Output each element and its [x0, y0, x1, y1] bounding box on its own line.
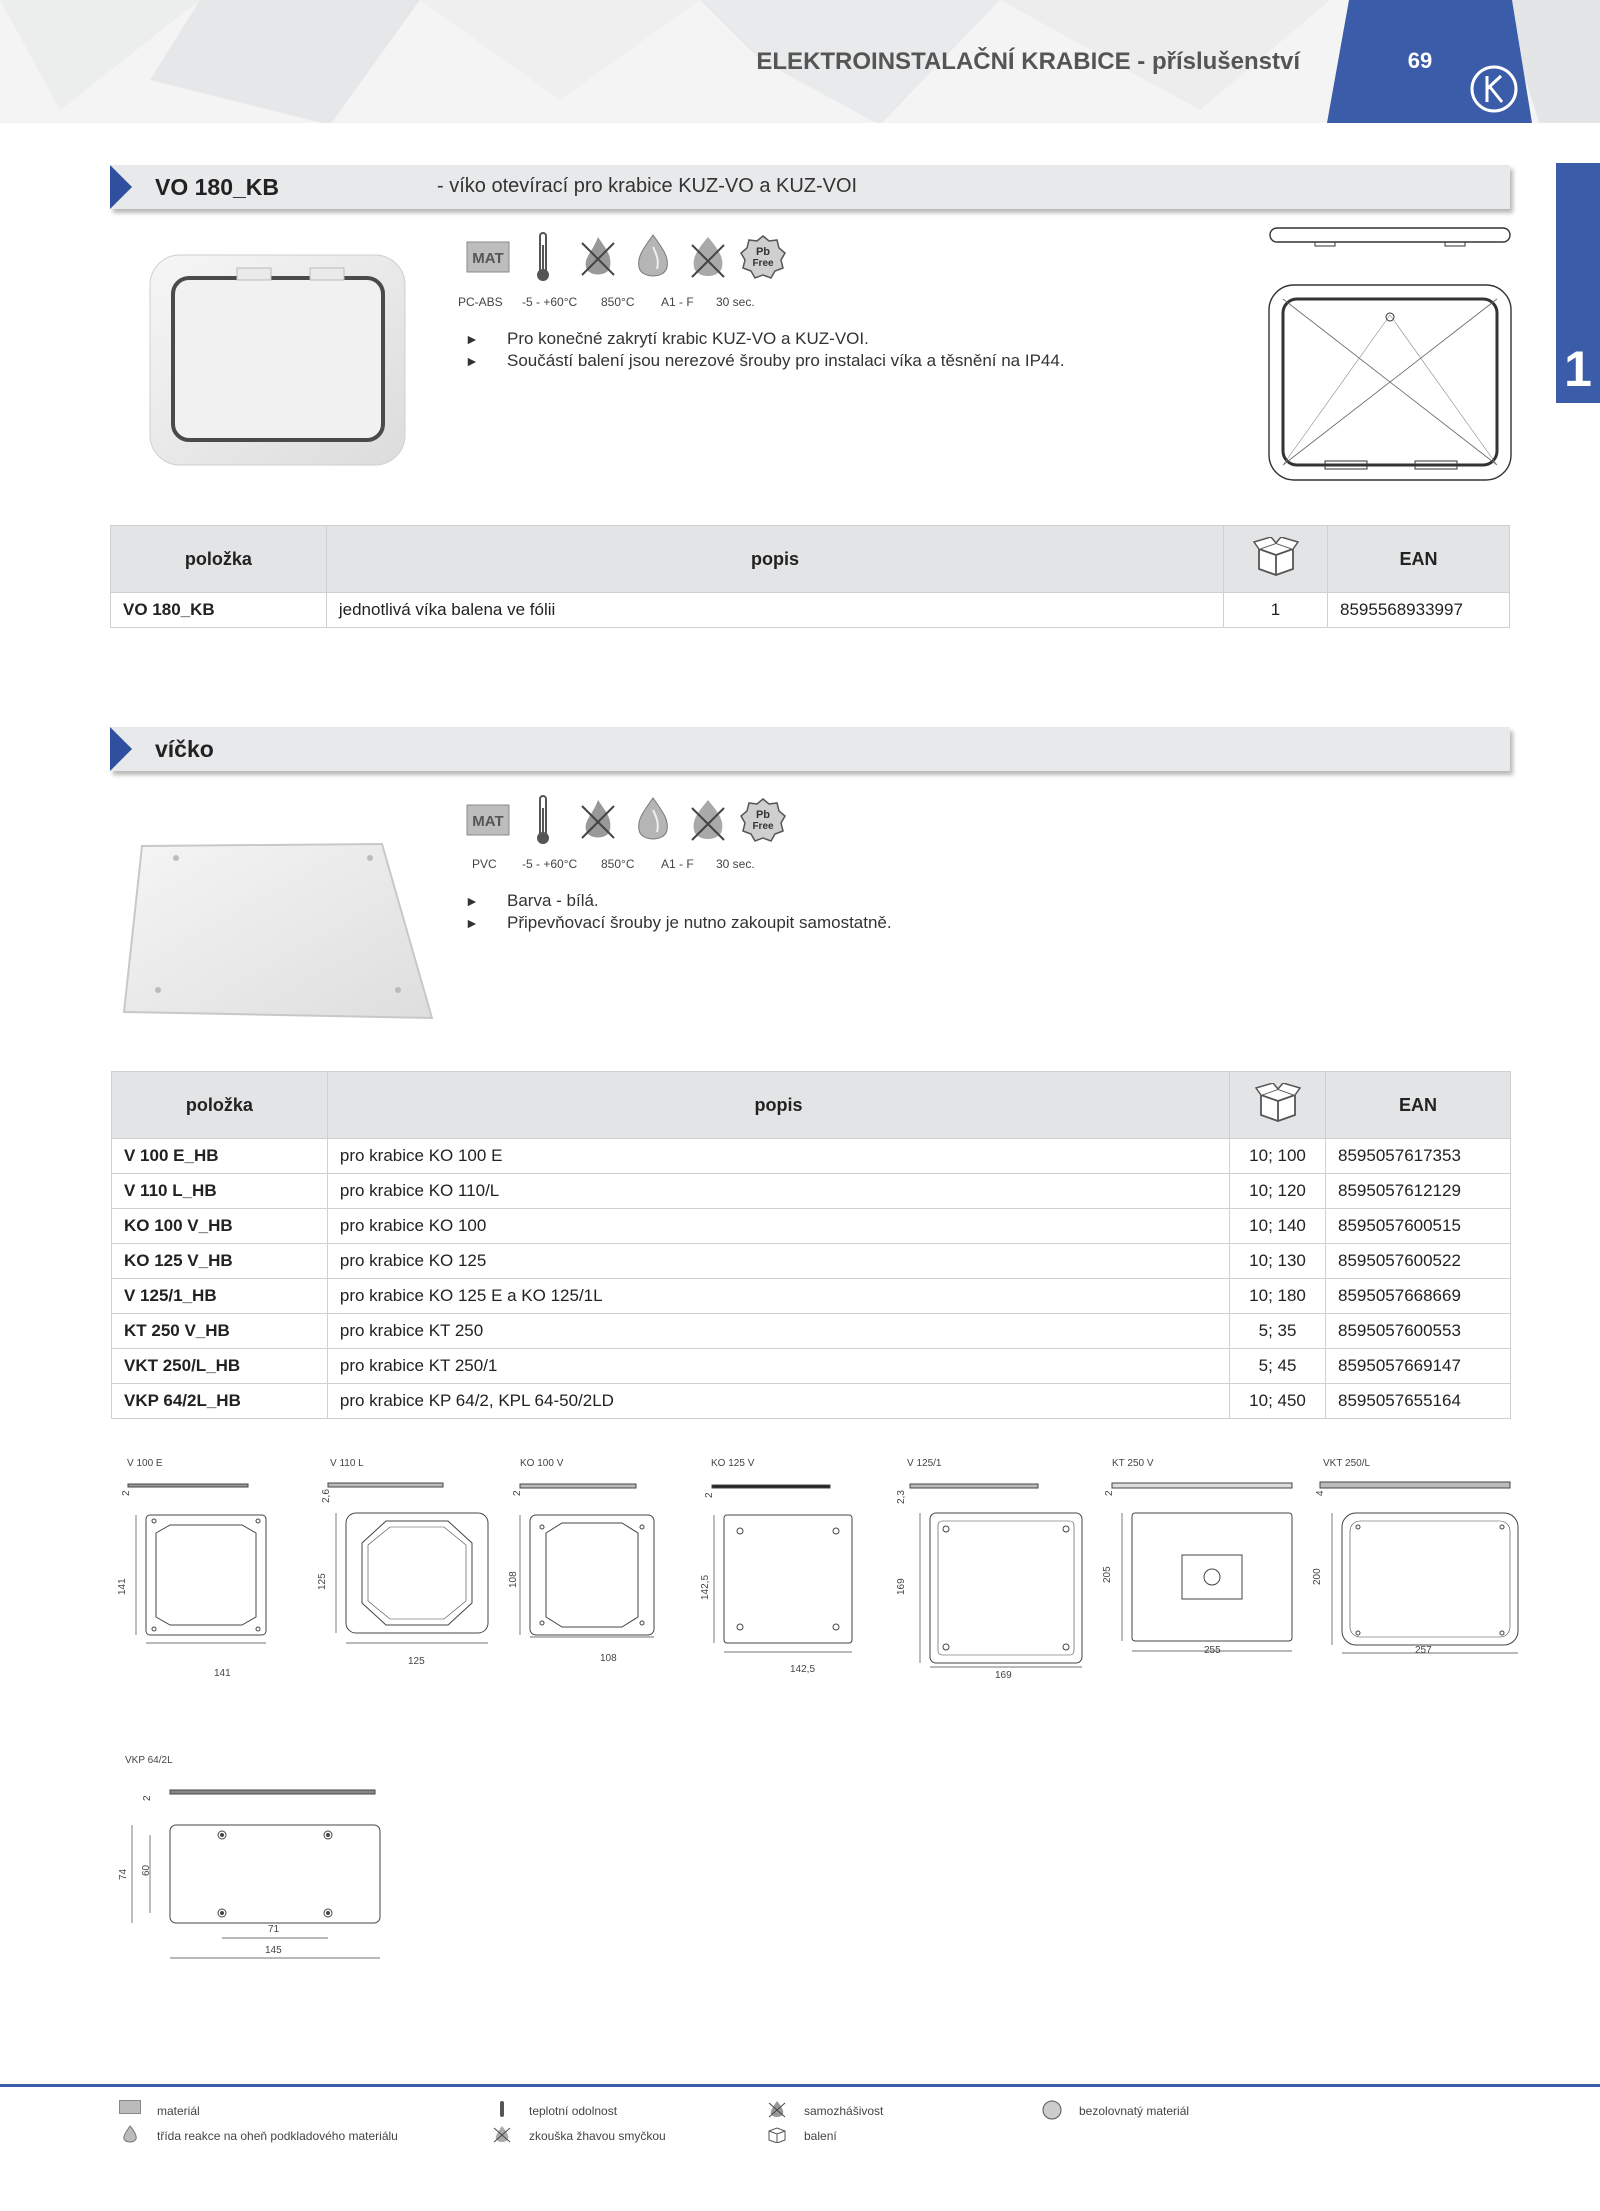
cell-packaging: 1 — [1224, 593, 1328, 628]
cell-description: pro krabice KT 250 — [327, 1314, 1229, 1349]
dim-height: 142,5 — [700, 1574, 711, 1600]
glow-wire-icon — [680, 230, 735, 284]
pb-label: Pb — [755, 809, 770, 821]
pb-free-icon — [735, 230, 790, 284]
cell-description: pro krabice KO 100 E — [327, 1139, 1229, 1174]
dim-thickness: 2 — [142, 1795, 153, 1801]
dim-thickness: 2 — [512, 1490, 523, 1496]
dim-thickness: 2,3 — [896, 1490, 907, 1504]
dim-inner-height: 60 — [141, 1864, 152, 1876]
cell-packaging: 10; 130 — [1230, 1244, 1326, 1279]
drawing-label: KO 125 V — [711, 1458, 755, 1469]
product-photo-vicko — [120, 840, 435, 1025]
cell-ean: 8595057668669 — [1326, 1279, 1511, 1314]
section-arrow-icon — [110, 727, 132, 771]
property-icons-row-2 — [460, 793, 790, 847]
cell-packaging: 10; 120 — [1230, 1174, 1326, 1209]
feature-list-1 — [465, 328, 1065, 372]
cell-description: pro krabice KO 100 — [327, 1209, 1229, 1244]
cell-ean: 8595057600553 — [1326, 1314, 1511, 1349]
dim-thickness: 2,6 — [321, 1489, 332, 1503]
icon-label-temperature: -5 - +60°C — [522, 295, 578, 309]
drawing-v100e — [128, 1484, 266, 1643]
feature-item: ► Součástí balení jsou nerezové šrouby pro instalaci víka a těsnění na IP44. — [465, 350, 1065, 372]
pb-free-icon — [1041, 2100, 1063, 2120]
legend-label: teplotní odolnost — [529, 2104, 618, 2118]
header-title — [600, 48, 1300, 76]
table-row — [112, 1279, 1511, 1314]
cell-packaging: 5; 35 — [1230, 1314, 1326, 1349]
dim-outer-height: 74 — [118, 1868, 129, 1880]
legend-label: samozhášivost — [804, 2104, 884, 2118]
mat-icon — [460, 230, 515, 284]
icon-label-temperature: -5 - +60°C — [522, 857, 578, 871]
legend-item-self-extinguishing — [804, 2104, 883, 2118]
free-label: Free — [751, 821, 774, 832]
dim-thickness: 2 — [121, 1490, 132, 1496]
cell-ean: 8595568933997 — [1328, 593, 1510, 628]
drawing-label: KO 100 V — [520, 1458, 564, 1469]
legend-label: zkouška žhavou smyčkou — [529, 2129, 666, 2143]
dim-width: 255 — [1204, 1645, 1221, 1656]
dim-width: 142,5 — [790, 1664, 816, 1675]
cell-ean: 8595057655164 — [1326, 1384, 1511, 1419]
mat-icon — [460, 793, 515, 847]
flame-icon — [766, 2100, 788, 2118]
icon-label-glow-wire: 850°C — [601, 857, 635, 871]
cell-item: VO 180_KB — [111, 593, 327, 628]
flame-drop-icon — [119, 2125, 141, 2143]
cell-ean: 8595057600522 — [1326, 1244, 1511, 1279]
chapter-number: 1 — [1564, 341, 1592, 397]
cell-description: jednotlivá víka balena ve fólii — [326, 593, 1223, 628]
drawing-label: VKP 64/2L — [125, 1755, 173, 1766]
col-header-ean: EAN — [1326, 1072, 1511, 1139]
table-row — [112, 1314, 1511, 1349]
section-code: VO 180_KB — [155, 174, 280, 200]
cell-ean: 8595057612129 — [1326, 1174, 1511, 1209]
legend-label: třída reakce na oheň podkladového materiálu — [157, 2129, 398, 2143]
property-icons-row-1 — [460, 230, 790, 284]
table-row — [112, 1384, 1511, 1419]
section-description: - víko otevírací pro krabice KUZ-VO a KUZ-VOI — [437, 175, 858, 197]
section-bar-vo180 — [110, 165, 1510, 209]
legend-item-temperature — [529, 2104, 617, 2118]
table-header-row — [111, 526, 1510, 593]
dim-height: 125 — [317, 1573, 328, 1590]
drawing-vkt250l — [1320, 1482, 1518, 1653]
dim-height: 108 — [508, 1571, 519, 1588]
icon-label-time: 30 sec. — [716, 857, 755, 871]
col-header-item: položka — [111, 526, 327, 593]
dim-thickness: 2 — [704, 1492, 715, 1498]
dim-thickness: 4 — [1315, 1490, 1326, 1496]
cell-packaging: 10; 450 — [1230, 1384, 1326, 1419]
cell-packaging: 10; 140 — [1230, 1209, 1326, 1244]
legend-label: balení — [804, 2129, 837, 2143]
icon-label-fire-class: A1 - F — [661, 857, 694, 871]
cell-item: V 125/1_HB — [112, 1279, 328, 1314]
feature-list-2 — [465, 890, 892, 934]
table-row — [112, 1174, 1511, 1209]
table-header-row — [112, 1072, 1511, 1139]
legend-label: materiál — [157, 2104, 200, 2118]
thermometer-icon — [515, 793, 570, 847]
cell-description: pro krabice KO 125 — [327, 1244, 1229, 1279]
col-header-item: položka — [112, 1072, 328, 1139]
flame-drop-icon — [625, 793, 680, 847]
cell-description: pro krabice KT 250/1 — [327, 1349, 1229, 1384]
cell-item: KT 250 V_HB — [112, 1314, 328, 1349]
cell-description: pro krabice KP 64/2, KPL 64-50/2LD — [327, 1384, 1229, 1419]
cell-packaging: 5; 45 — [1230, 1349, 1326, 1384]
header-subtitle: - příslušenství — [1137, 48, 1300, 75]
thermometer-icon — [491, 2100, 513, 2118]
cell-ean: 8595057600515 — [1326, 1209, 1511, 1244]
dim-hole-width: 71 — [268, 1924, 280, 1935]
drawing-label: KT 250 V — [1112, 1458, 1154, 1469]
flame-icon — [570, 793, 625, 847]
dim-height: 169 — [896, 1578, 907, 1595]
thermometer-icon — [515, 230, 570, 284]
legend-item-lead-free — [1079, 2104, 1189, 2118]
icon-label-glow-wire: 850°C — [601, 295, 635, 309]
cell-item: KO 100 V_HB — [112, 1209, 328, 1244]
drawing-label: V 125/1 — [907, 1458, 942, 1469]
drawing-kt250v — [1112, 1483, 1292, 1651]
dim-width: 257 — [1415, 1645, 1432, 1656]
pb-free-icon — [735, 793, 790, 847]
product-photo-vo180 — [145, 250, 410, 470]
cell-item: VKT 250/L_HB — [112, 1349, 328, 1384]
box-icon — [766, 2125, 788, 2143]
dim-width: 145 — [265, 1945, 282, 1956]
flame-drop-icon — [625, 230, 680, 284]
feature-item: ► Pro konečné zakrytí krabic KUZ-VO a KUZ-VOI. — [465, 328, 1065, 350]
table-row — [111, 593, 1510, 628]
drawing-ko125v — [712, 1485, 852, 1652]
cell-ean: 8595057669147 — [1326, 1349, 1511, 1384]
drawing-ko100v — [520, 1484, 654, 1637]
product-table-2 — [111, 1071, 1511, 1419]
drawing-v1251 — [910, 1484, 1082, 1667]
section-code: víčko — [155, 736, 214, 762]
table-row — [112, 1244, 1511, 1279]
free-label: Free — [751, 258, 774, 269]
mat-label: MAT — [471, 250, 504, 267]
dim-height: 200 — [1312, 1568, 1323, 1585]
header-title-main: ELEKTROINSTALAČNÍ KRABICE — [756, 48, 1131, 75]
feature-item: ► Barva - bílá. — [465, 890, 892, 912]
col-header-description: popis — [326, 526, 1223, 593]
icon-label-material: PC-ABS — [458, 295, 503, 309]
cell-ean: 8595057617353 — [1326, 1139, 1511, 1174]
drawing-label: V 110 L — [330, 1458, 364, 1469]
table-row — [112, 1209, 1511, 1244]
page-number: 69 — [1407, 48, 1433, 73]
cell-item: KO 125 V_HB — [112, 1244, 328, 1279]
dim-thickness: 2 — [1104, 1490, 1115, 1496]
drawing-v110l — [328, 1483, 488, 1643]
footer-divider — [0, 2084, 1600, 2087]
icon-label-time: 30 sec. — [716, 295, 755, 309]
pb-label: Pb — [755, 246, 770, 258]
dim-width: 141 — [214, 1668, 231, 1679]
cell-item: V 100 E_HB — [112, 1139, 328, 1174]
cell-description: pro krabice KO 110/L — [327, 1174, 1229, 1209]
cell-packaging: 10; 180 — [1230, 1279, 1326, 1314]
table-row — [112, 1349, 1511, 1384]
glow-wire-icon — [680, 793, 735, 847]
box-icon — [1255, 1083, 1301, 1123]
product-table-1 — [110, 525, 1510, 628]
cell-packaging: 10; 100 — [1230, 1139, 1326, 1174]
drawing-vkp642l — [110, 1755, 400, 1975]
cell-item: V 110 L_HB — [112, 1174, 328, 1209]
drawing-label: VKT 250/L — [1323, 1458, 1371, 1469]
dim-height: 205 — [1102, 1566, 1113, 1583]
legend-item-glow-wire — [529, 2129, 666, 2143]
flame-icon — [570, 230, 625, 284]
glow-wire-icon — [491, 2125, 513, 2143]
drawing-label: V 100 E — [127, 1458, 163, 1469]
col-header-ean: EAN — [1328, 526, 1510, 593]
cell-description: pro krabice KO 125 E a KO 125/1L — [327, 1279, 1229, 1314]
icon-label-material: PVC — [472, 857, 497, 871]
mat-icon — [119, 2100, 141, 2114]
section-bar-vicko — [110, 727, 1510, 771]
legend-item-packaging — [804, 2129, 837, 2143]
icon-label-fire-class: A1 - F — [661, 295, 694, 309]
section-arrow-icon — [110, 165, 132, 209]
dim-width: 125 — [408, 1656, 425, 1667]
col-header-description: popis — [327, 1072, 1229, 1139]
dim-height: 141 — [117, 1578, 128, 1595]
cell-item: VKP 64/2L_HB — [112, 1384, 328, 1419]
dim-width: 108 — [600, 1653, 617, 1664]
legend-item-material — [157, 2104, 200, 2118]
legend-label: bezolovnatý materiál — [1079, 2104, 1190, 2118]
feature-item: ► Připevňovací šrouby je nutno zakoupit samostatně. — [465, 912, 892, 934]
mat-label: MAT — [471, 813, 504, 830]
col-header-packaging — [1224, 526, 1328, 593]
technical-drawing-vo180 — [1265, 225, 1515, 485]
legend-item-fire-class — [157, 2129, 398, 2143]
box-icon — [1253, 537, 1299, 577]
table-row — [112, 1139, 1511, 1174]
dim-width: 169 — [995, 1670, 1012, 1681]
col-header-packaging — [1230, 1072, 1326, 1139]
